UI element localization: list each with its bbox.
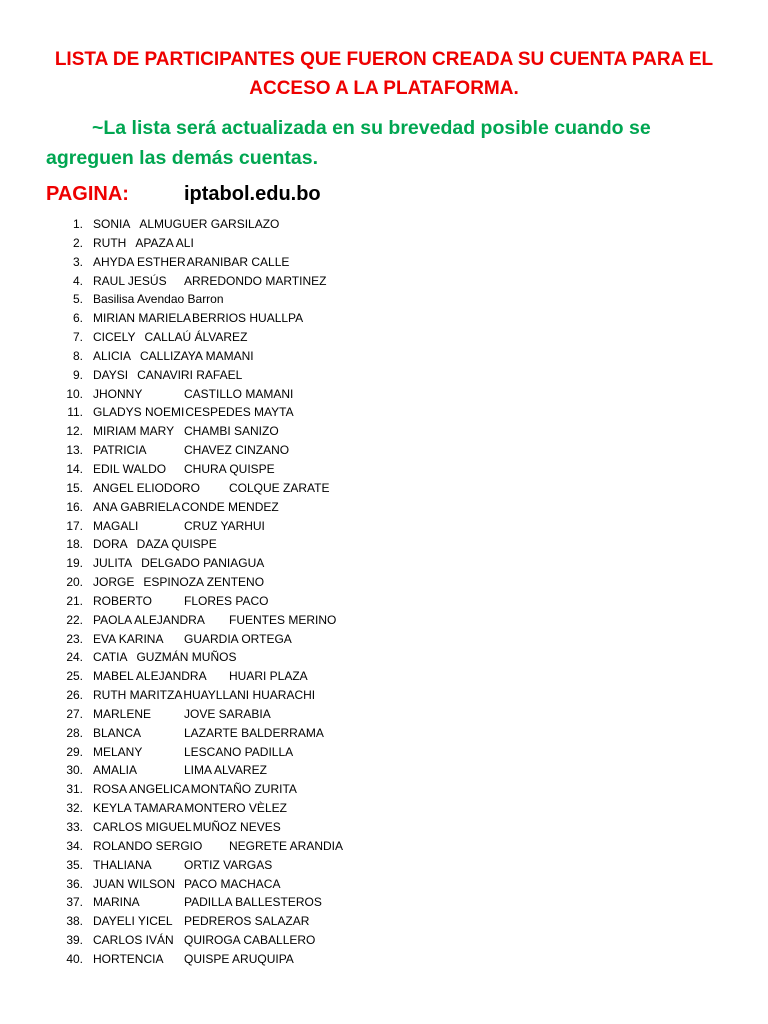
participant-first-name: CATIA (93, 650, 128, 665)
participant-first-name: MAGALI (93, 518, 139, 533)
participant-row (0, 592, 768, 611)
participant-row (0, 856, 768, 875)
participant-last-name: ESPINOZA ZENTENO (143, 575, 265, 590)
participant-last-name: DAZA QUISPE (136, 537, 217, 552)
participant-first-name: AMALIA (93, 763, 138, 778)
participant-last-name: QUISPE ARUQUIPA (184, 951, 294, 966)
participant-number: 25. (66, 669, 83, 684)
participant-row (0, 403, 768, 422)
participant-last-name: HUARI PLAZA (229, 669, 308, 684)
participant-number: 40. (66, 951, 83, 966)
participant-row (0, 818, 768, 837)
participant-first-name: PATRICIA (93, 443, 147, 458)
participant-first-name: PAOLA ALEJANDRA (93, 612, 205, 627)
participant-number: 35. (66, 857, 83, 872)
participant-number: 16. (66, 499, 83, 514)
participant-row (0, 630, 768, 649)
participant-first-name: SONIA (93, 217, 131, 231)
participant-first-name: ALICIA (93, 348, 132, 363)
participant-number: 34. (66, 838, 83, 853)
participant-last-name: ARANIBAR CALLE (186, 254, 290, 269)
participant-last-name: LAZARTE BALDERRAMA (184, 725, 324, 740)
participant-first-name: ANGEL ELIODORO (93, 480, 200, 495)
participant-number: 15. (66, 480, 83, 495)
participant-last-name: CONDE MENDEZ (181, 499, 279, 514)
participant-last-name: CALLAÚ ÁLVAREZ (144, 330, 248, 345)
participant-number: 19. (66, 556, 83, 571)
participant-last-name: GUZMÁN MUÑOS (136, 650, 237, 665)
participant-number: 5. (72, 292, 83, 307)
participant-row (0, 837, 768, 856)
participant-first-name: GLADYS NOEMI (93, 405, 185, 420)
participant-number: 26. (66, 688, 83, 703)
participant-first-name: CARLOS IVÁN (93, 933, 174, 948)
participant-first-name: JHONNY (93, 386, 143, 401)
participant-first-name: MELANY (93, 744, 143, 759)
participant-last-name: CANAVIRI RAFAEL (137, 367, 243, 382)
participant-last-name: ARREDONDO MARTINEZ (184, 273, 327, 288)
participant-number: 21. (66, 593, 83, 608)
participant-first-name: HORTENCIA (93, 951, 164, 966)
participant-number: 27. (66, 706, 83, 721)
participant-first-name: MARINA (93, 895, 140, 910)
participant-first-name: RUTH (93, 235, 127, 250)
participant-number: 4. (72, 273, 83, 288)
participant-last-name: FLORES PACO (184, 593, 269, 608)
participant-last-name: ALMUGUER GARSILAZO (139, 217, 280, 231)
participant-number: 24. (66, 650, 83, 665)
participant-first-name: JORGE (93, 575, 135, 590)
participant-last-name: MONTAÑO ZURITA (190, 782, 297, 797)
participant-first-name: JUAN WILSON (93, 876, 176, 891)
participant-number: 18. (66, 537, 83, 552)
update-note: ~La lista será actualizada en su brevedad posible cuando se agreguen las demás cuentas. (46, 117, 651, 169)
participant-row (0, 761, 768, 780)
participant-last-name: FUENTES MERINO (229, 612, 337, 627)
participant-first-name: CARLOS MIGUEL (93, 820, 192, 834)
participant-last-name: CASTILLO MAMANI (184, 386, 294, 401)
participant-row (0, 422, 768, 441)
participant-row (0, 743, 768, 762)
participant-last-name: CHAMBI SANIZO (184, 424, 279, 439)
participant-number: 8. (72, 348, 83, 363)
participant-first-name: RUTH MARITZA (93, 688, 183, 703)
participant-row (0, 893, 768, 912)
participant-row (0, 290, 768, 309)
participant-number: 33. (66, 820, 83, 834)
participant-number: 6. (72, 311, 83, 326)
participant-row (0, 648, 768, 667)
participant-number: 2. (72, 235, 83, 250)
participant-last-name: NEGRETE ARANDIA (229, 838, 344, 853)
participant-last-name: CALLIZAYA MAMANI (140, 348, 254, 363)
participant-first-name: EVA KARINA (93, 631, 164, 646)
website-label: PAGINA: (46, 183, 129, 205)
participant-row (0, 573, 768, 592)
participant-row (0, 724, 768, 743)
participant-number: 36. (66, 876, 83, 891)
participant-first-name: MIRIAM MARY (93, 424, 175, 439)
participant-last-name: CHURA QUISPE (184, 461, 275, 476)
participant-row (0, 535, 768, 554)
participant-last-name: CRUZ YARHUI (184, 518, 265, 533)
participant-row (0, 517, 768, 536)
participant-number: 37. (66, 895, 83, 910)
participant-row (0, 366, 768, 385)
participant-number: 7. (72, 330, 83, 345)
participant-row (0, 498, 768, 517)
participant-first-name: DAYELI YICEL (93, 914, 173, 929)
participant-first-name: ROBERTO (93, 593, 152, 608)
participant-first-name: RAUL JESÚS (93, 273, 167, 288)
participant-first-name: KEYLA TAMARA (93, 801, 184, 816)
participant-first-name: DORA (93, 537, 128, 552)
participant-last-name: HUAYLLANI HUARACHI (183, 688, 316, 703)
participant-last-name: PADILLA BALLESTEROS (184, 895, 322, 910)
participant-row (0, 799, 768, 818)
participant-number: 1. (72, 217, 83, 231)
participant-number: 11. (67, 405, 83, 420)
participant-row (0, 912, 768, 931)
participant-first-name: BLANCA (93, 725, 142, 740)
participant-last-name: GUARDIA ORTEGA (184, 631, 292, 646)
participant-first-name: DAYSI (93, 367, 129, 382)
participant-row (0, 309, 768, 328)
participant-row (0, 385, 768, 404)
participant-number: 14. (66, 461, 83, 476)
participant-number: 12. (66, 424, 83, 439)
participant-row (0, 705, 768, 724)
participant-number: 29. (66, 744, 83, 759)
participant-row (0, 780, 768, 799)
participant-last-name: ORTIZ VARGAS (184, 857, 273, 872)
participant-last-name: PACO MACHACA (184, 876, 281, 891)
participant-first-name: JULITA (93, 556, 133, 571)
participant-first-name: EDIL WALDO (93, 461, 167, 476)
participant-row (0, 611, 768, 630)
participant-row (0, 460, 768, 479)
participant-last-name: COLQUE ZARATE (229, 480, 330, 495)
participant-row (0, 950, 768, 969)
participant-number: 30. (66, 763, 83, 778)
participant-number: 9. (72, 367, 83, 382)
participant-number: 10. (66, 386, 83, 401)
participant-row (0, 272, 768, 291)
participant-number: 38. (66, 914, 83, 929)
participant-number: 20. (66, 575, 83, 590)
participant-row (0, 234, 768, 253)
participant-number: 32. (66, 801, 83, 816)
participant-row (0, 667, 768, 686)
participant-first-name: MIRIAN MARIELA (93, 311, 192, 326)
participant-number: 39. (66, 933, 83, 948)
participant-last-name: PEDREROS SALAZAR (184, 914, 310, 929)
participant-number: 17. (66, 518, 83, 533)
participant-last-name: LIMA ALVAREZ (184, 763, 267, 778)
participant-first-name: ROSA ANGELICA (93, 782, 190, 797)
participant-number: 23. (66, 631, 83, 646)
participant-last-name: JOVE SARABIA (184, 706, 271, 721)
participant-row (0, 441, 768, 460)
participant-number: 13. (66, 443, 83, 458)
participant-row (0, 479, 768, 498)
participant-number: 22. (66, 612, 83, 627)
participant-first-name: ANA GABRIELA (93, 499, 181, 514)
participant-last-name: QUIROGA CABALLERO (184, 933, 316, 948)
participant-last-name: BERRIOS HUALLPA (192, 311, 304, 326)
participant-row (0, 875, 768, 894)
website-address: iptabol.edu.bo (184, 183, 321, 205)
participant-row (0, 347, 768, 366)
participant-row (0, 686, 768, 705)
participant-last-name: DELGADO PANIAGUA (141, 556, 265, 571)
participant-last-name: APAZA ALI (135, 235, 194, 250)
participant-number: 3. (72, 254, 83, 269)
participant-last-name: LESCANO PADILLA (184, 744, 294, 759)
participant-last-name: CHAVEZ CINZANO (184, 443, 290, 458)
participant-last-name: MONTERO VÈLEZ (184, 801, 287, 816)
participant-number: 28. (66, 725, 83, 740)
participant-first-name: Basilisa Avendao Barron (93, 292, 224, 307)
participant-first-name: ROLANDO SERGIO (93, 838, 203, 853)
participant-row (0, 215, 768, 234)
participant-first-name: MARLENE (93, 706, 152, 721)
participant-first-name: THALIANA (93, 857, 152, 872)
participant-row (0, 328, 768, 347)
participant-first-name: AHYDA ESTHER (93, 254, 186, 269)
participant-last-name: MUÑOZ NEVES (192, 820, 281, 834)
participant-row (0, 931, 768, 950)
participant-list (0, 215, 768, 969)
participant-last-name: CESPEDES MAYTA (185, 405, 294, 420)
participant-first-name: CICELY (93, 330, 136, 345)
participant-row (0, 253, 768, 272)
participant-number: 31. (66, 782, 83, 797)
document-title: LISTA DE PARTICIPANTES QUE FUERON CREADA SU CUENTA PARA EL ACCESO A LA PLATAFORMA. (54, 49, 714, 99)
participant-first-name: MABEL ALEJANDRA (93, 669, 207, 684)
participant-row (0, 554, 768, 573)
